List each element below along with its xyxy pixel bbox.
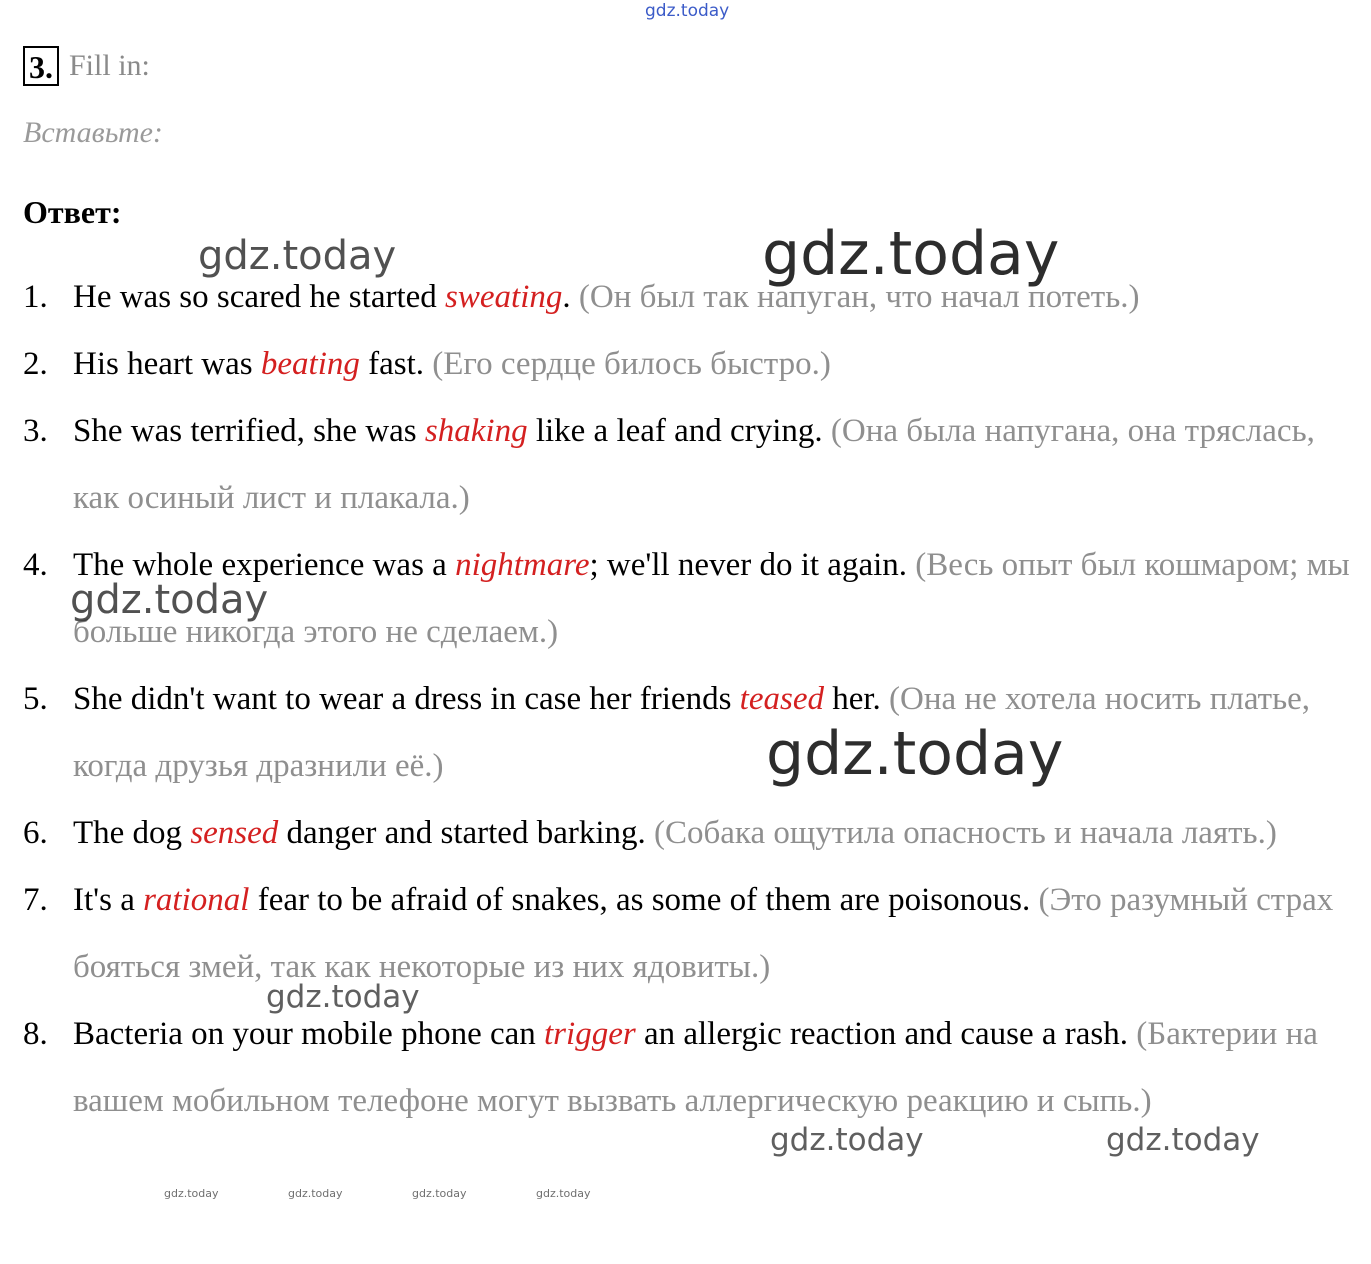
watermark: gdz.today bbox=[198, 233, 397, 279]
translation: (Весь опыт был кошмаром; мы больше никогда этого не сделаем.) bbox=[73, 547, 1350, 650]
watermark-top: gdz.today bbox=[645, 1, 730, 21]
sentence-start: He was so scared he started bbox=[73, 279, 446, 315]
translation: (Она не хотела носить платье, когда друзья дразнили её.) bbox=[73, 681, 1311, 784]
sentence-end: fast. bbox=[359, 346, 425, 382]
sentence-end: her. bbox=[823, 681, 881, 717]
item-number: 5. bbox=[23, 681, 48, 717]
watermark: gdz.today bbox=[762, 219, 1060, 289]
sentence-start: His heart was bbox=[73, 346, 261, 382]
filled-word: rational bbox=[143, 882, 250, 918]
filled-word: sweating bbox=[445, 279, 563, 315]
list-item bbox=[23, 666, 1353, 800]
sentence-start: The whole experience was a bbox=[73, 547, 456, 583]
task-header bbox=[23, 46, 150, 86]
translation: (Его сердце билось быстро.) bbox=[424, 346, 831, 382]
list-item bbox=[23, 867, 1353, 1001]
watermark: gdz.today bbox=[164, 1187, 219, 1200]
filled-word: sensed bbox=[190, 815, 279, 851]
translation: (Собака ощутила опасность и начала лаять.) bbox=[645, 815, 1277, 851]
list-item bbox=[23, 331, 1353, 398]
item-number: 3. bbox=[23, 413, 48, 449]
task-subtitle: Вставьте: bbox=[23, 116, 163, 149]
watermark: gdz.today bbox=[70, 577, 269, 623]
answer-list bbox=[23, 264, 1353, 1135]
filled-word: teased bbox=[739, 681, 824, 717]
sentence-end: ; we'll never do it again. bbox=[589, 547, 908, 583]
watermark: gdz.today bbox=[770, 1122, 924, 1158]
sentence-start: She was terrified, she was bbox=[73, 413, 425, 449]
sentence-end: fear to be afraid of snakes, as some of them are poisonous. bbox=[249, 882, 1031, 918]
sentence-start: The dog bbox=[73, 815, 191, 851]
item-number: 4. bbox=[23, 547, 48, 583]
item-number: 6. bbox=[23, 815, 48, 851]
translation: (Она была напугана, она тряслась, как осиный лист и плакала.) bbox=[73, 413, 1315, 516]
item-number: 7. bbox=[23, 882, 48, 918]
sentence-end: like a leaf and crying. bbox=[527, 413, 823, 449]
task-title: Fill in: bbox=[69, 49, 150, 82]
watermark: gdz.today bbox=[288, 1187, 343, 1200]
sentence-end: an allergic reaction and cause a rash. bbox=[635, 1016, 1128, 1052]
item-number: 1. bbox=[23, 279, 48, 315]
task-number: 3. bbox=[23, 46, 59, 86]
list-item bbox=[23, 398, 1353, 532]
watermark: gdz.today bbox=[412, 1187, 467, 1200]
item-number: 8. bbox=[23, 1016, 48, 1052]
watermark: gdz.today bbox=[766, 719, 1064, 789]
sentence-end: danger and started barking. bbox=[278, 815, 646, 851]
translation: (Это разумный страх бояться змей, так как некоторые из них ядовиты.) bbox=[73, 882, 1334, 985]
item-number: 2. bbox=[23, 346, 48, 382]
sentence-start: It's a bbox=[73, 882, 144, 918]
filled-word: shaking bbox=[424, 413, 528, 449]
sentence-start: She didn't want to wear a dress in case her friends bbox=[73, 681, 740, 717]
watermark: gdz.today bbox=[266, 979, 420, 1015]
translation: (Бактерии на вашем мобильном телефоне могут вызвать аллергическую реакцию и сыпь.) bbox=[73, 1016, 1318, 1119]
list-item bbox=[23, 1001, 1353, 1135]
answer-label: Ответ: bbox=[23, 194, 122, 230]
sentence-end: . bbox=[562, 279, 571, 315]
filled-word: beating bbox=[260, 346, 360, 382]
watermark: gdz.today bbox=[1106, 1122, 1260, 1158]
translation: (Он был так напуган, что начал потеть.) bbox=[570, 279, 1140, 315]
watermark: gdz.today bbox=[536, 1187, 591, 1200]
sentence-start: Bacteria on your mobile phone can bbox=[73, 1016, 545, 1052]
list-item bbox=[23, 800, 1353, 867]
filled-word: nightmare bbox=[455, 547, 590, 583]
filled-word: trigger bbox=[544, 1016, 636, 1052]
